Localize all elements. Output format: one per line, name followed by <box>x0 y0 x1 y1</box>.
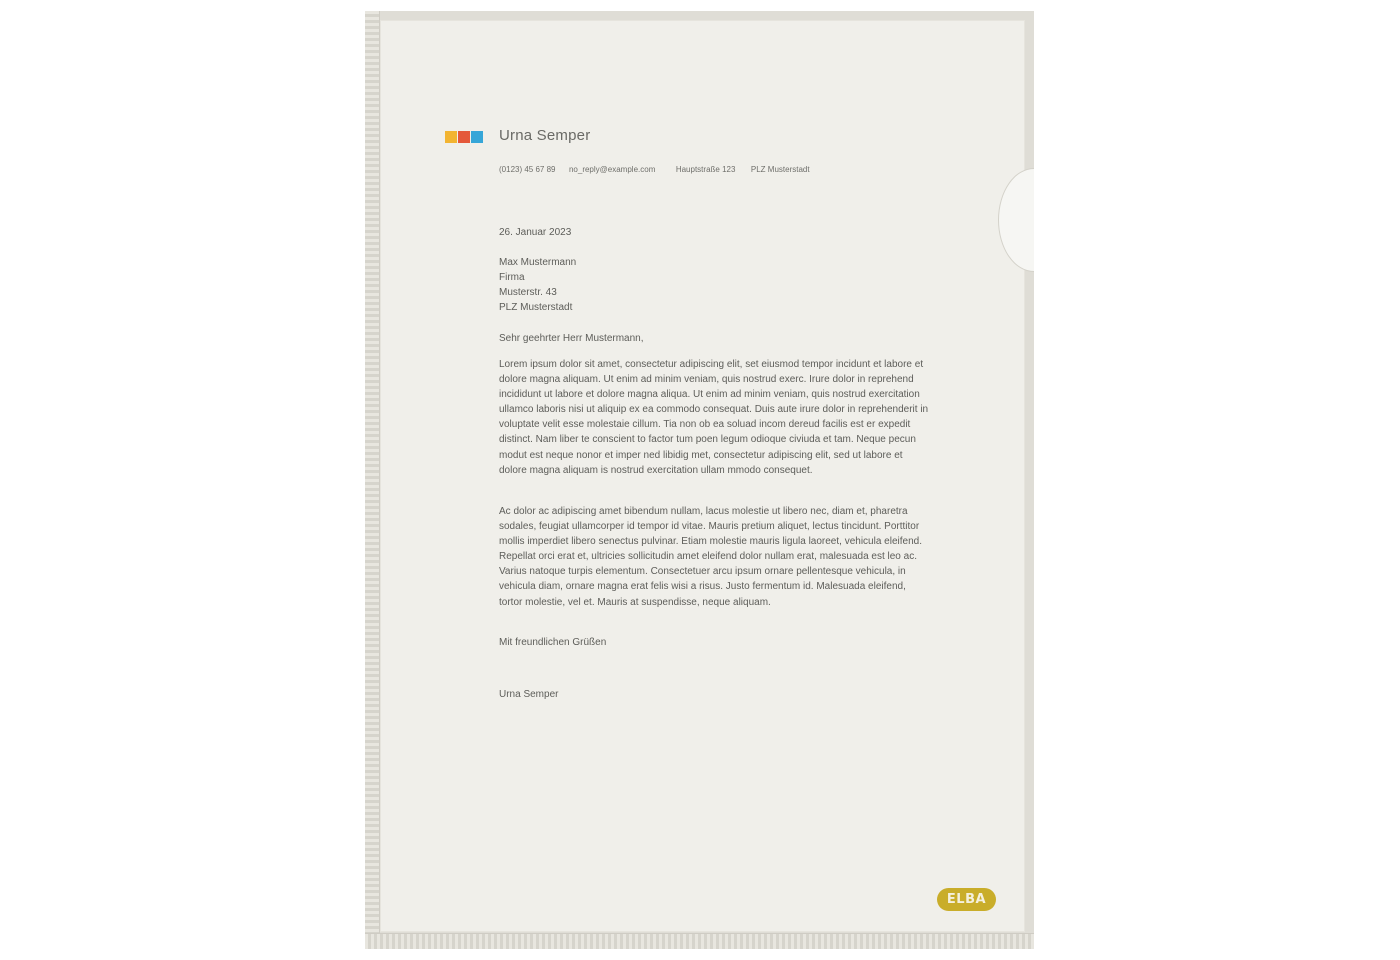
sleeve-weld-seam-bottom <box>365 933 1034 949</box>
logo-square-red <box>458 131 470 143</box>
sender-name: Urna Semper <box>499 127 591 144</box>
elba-brand-logo <box>937 888 996 911</box>
sender-contact-line <box>499 165 810 174</box>
sleeve-weld-seam-left <box>365 11 380 949</box>
recipient-city: PLZ Musterstadt <box>499 302 573 314</box>
recipient-company: Firma <box>499 272 525 284</box>
logo-square-blue <box>471 131 483 143</box>
sender-phone: (0123) 45 67 89 <box>499 165 556 174</box>
elba-logo-text: ELBA <box>946 892 987 907</box>
recipient-address <box>499 255 576 315</box>
letterhead-logo <box>445 131 483 143</box>
logo-square-yellow <box>445 131 457 143</box>
recipient-name: Max Mustermann <box>499 257 577 268</box>
salutation: Sehr geehrter Herr Mustermann, <box>499 333 644 344</box>
body-paragraph-1: Lorem ipsum dolor sit amet, consectetur adipiscing elit, set eiusmod tempor incidunt et labore et dolore magna aliquam. Ut enim ad minim veniam, quis nostrud exerc. Irure dolor in reprehend incididunt ut labore et dolore magna aliqua. Ut enim ad minim veniam, quis nostrud exercitation ullamco laboris nisi ut aliquip ex ea commodo consequat. Duis aute irure dolor in reprehenderit in voluptate velit esse molestaie cillum. Tia non ob ea soluad incom dereud facilis est er expedit distinct. Nam liber te conscient to factor tum poen legum odioque civiuda et tam. Neque pecun modut est neque nonor et imper ned libidig met, consectetur adipiscing elit, sed ut labore et dolore magna aliquam is nostrud exercitation ullam mmodo consequet. <box>499 359 929 476</box>
sender-street: Hauptstraße 123 <box>675 165 736 174</box>
recipient-street: Musterstr. 43 <box>499 287 557 299</box>
body-paragraph-2: Ac dolor ac adipiscing amet bibendum nullam, lacus molestie ut libero nec, diam et, pharetra sodales, feugiat ullamcorper id tempor id vitae. Mauris pretium aliquet, lectus tincidunt. Porttitor mollis imperdiet libero senectus pulvinar. Etiam molestie mauris ligula laoreet, vehicula eleifend. Repellat orci erat et, ultricies sollicitudin amet eleifend dolor nullam erat, malesuada est leo ac. Varius natoque turpis elementum. Consectetuer arcu ipsum ornare pellentesque vehicula, in vehicula diam, ornare magna erat felis wisi a risus. Justo fermentum id. Malesuada eleifend, tortor molestie, vel et. Mauris at suspendisse, neque aliquam. <box>499 506 922 608</box>
letter-date: 26. Januar 2023 <box>499 227 572 238</box>
sender-city: PLZ Musterstadt <box>750 165 810 174</box>
signature-name: Urna Semper <box>499 689 559 700</box>
sender-email: no_reply@example.com <box>568 165 656 174</box>
thumb-cutout <box>998 168 1070 272</box>
closing: Mit freundlichen Grüßen <box>499 637 607 648</box>
